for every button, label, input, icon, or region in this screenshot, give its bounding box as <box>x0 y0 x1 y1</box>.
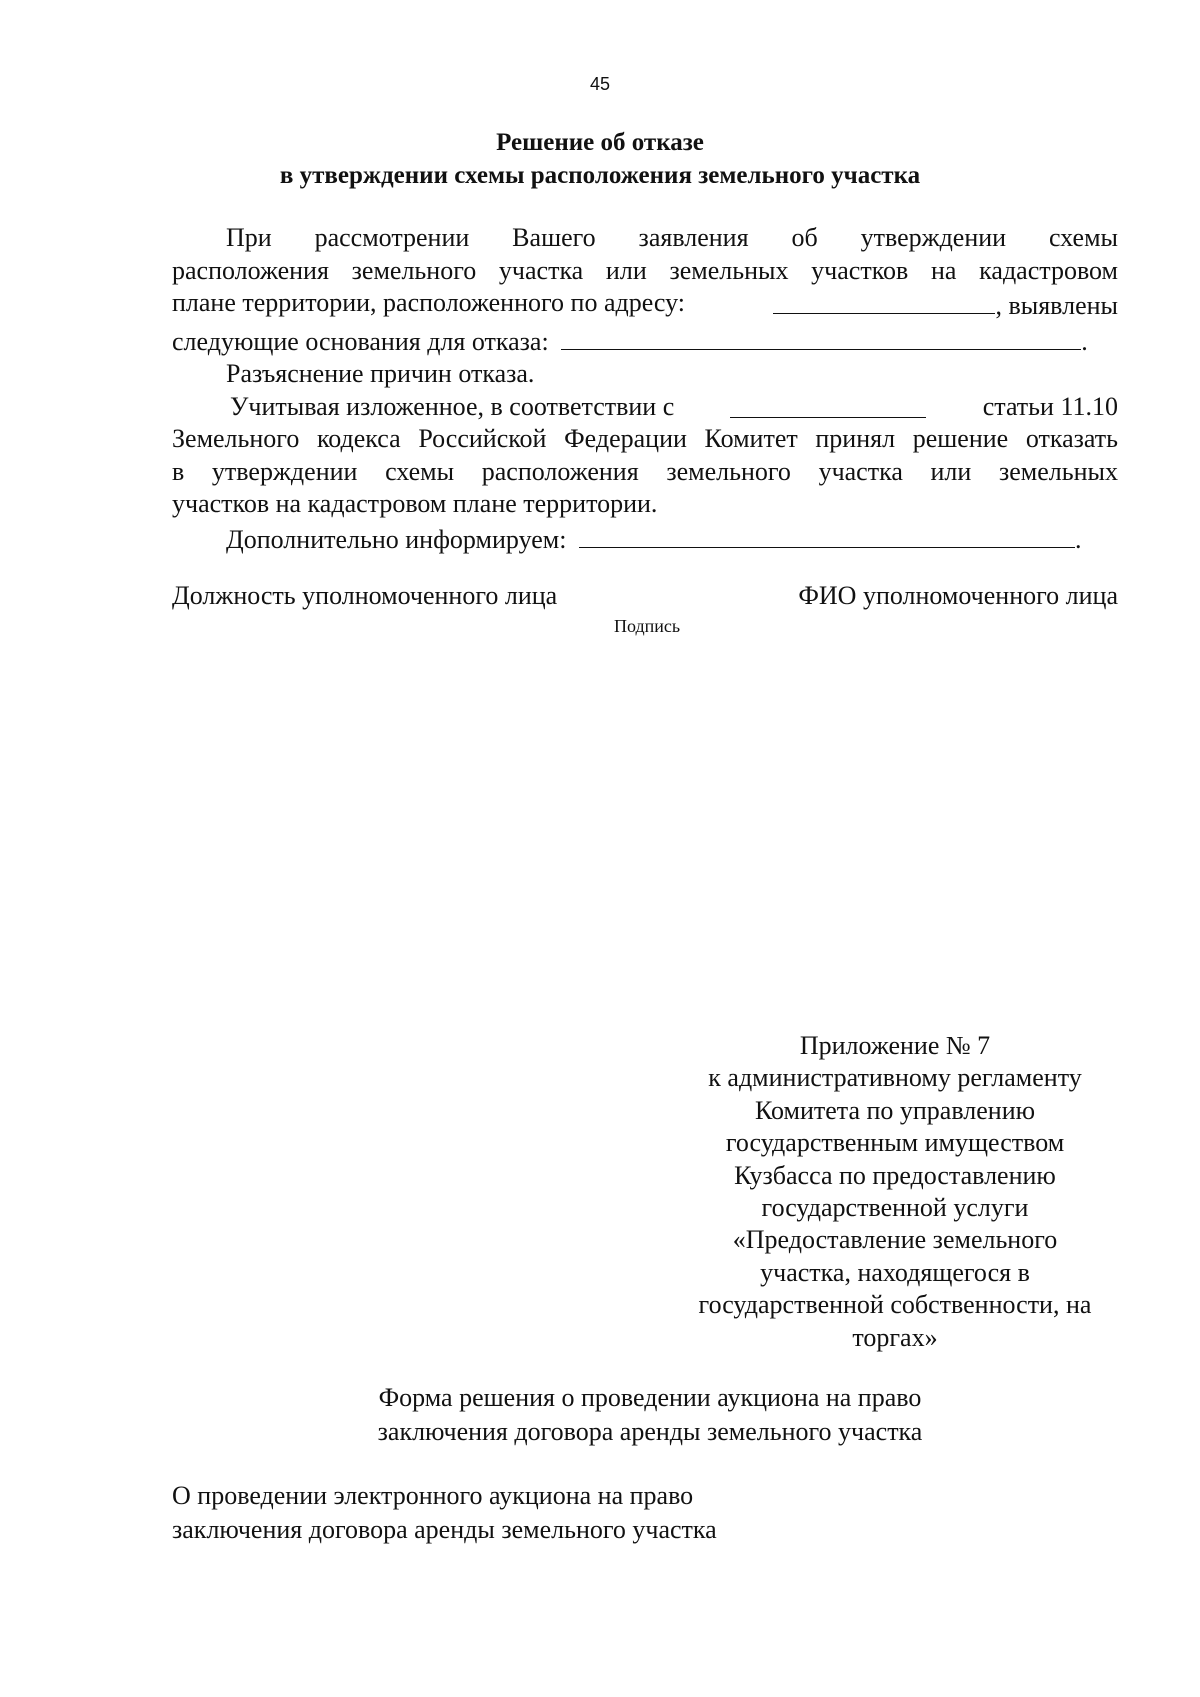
form-title-line-2: заключения договора аренды земельного участка <box>377 1417 923 1446</box>
article-label: статьи 11.10 <box>982 391 1118 421</box>
appendix-line: к административному регламенту <box>708 1063 1082 1093</box>
decision-body <box>172 222 1118 556</box>
appendix-line: Комитета по управлению <box>754 1095 1036 1125</box>
address-blank <box>773 287 995 314</box>
order-title <box>172 1479 872 1547</box>
body-paragraph-3-line-1 <box>172 391 1118 424</box>
body-paragraph-2: Разъяснение причин отказа. <box>226 359 535 388</box>
official-position: Должность уполномоченного лица <box>172 581 558 610</box>
form-title-line-1: Форма решения о проведении аукциона на право <box>378 1383 922 1412</box>
accordance-label: Учитывая изложенное, в соответствии с <box>230 391 675 421</box>
page-number: 45 <box>589 74 611 94</box>
address-suffix: , выявлены <box>995 291 1118 320</box>
appendix-line: торгах» <box>852 1322 938 1352</box>
appendix-line: участка, находящегося в <box>760 1257 1030 1287</box>
refusal-grounds-label: следующие основания для отказа: <box>172 326 549 356</box>
appendix-line: «Предоставление земельного <box>732 1225 1058 1255</box>
refusal-grounds-period: . <box>1081 326 1088 356</box>
decision-title-line-2: в утверждении схемы расположения земельного участка <box>279 162 921 189</box>
appendix-header <box>665 1030 1125 1354</box>
order-title-line-2: заключения договора аренды земельного участка <box>172 1515 717 1544</box>
form-title <box>300 1381 1000 1449</box>
body-paragraph-3-line-3: в утверждении схемы расположения земельного участка или земельных <box>172 456 1118 486</box>
body-paragraph-1-line-2: расположения земельного участка или земельных участков на кадастровом <box>172 255 1118 285</box>
additional-info-label: Дополнительно информируем: <box>226 524 567 554</box>
additional-info-blank <box>579 521 1075 548</box>
appendix-line: Кузбасса по предоставлению <box>734 1160 1056 1190</box>
appendix-line: государственной услуги <box>761 1193 1029 1223</box>
body-paragraph-3-line-4: участков на кадастровом плане территории. <box>172 489 658 518</box>
body-paragraph-1-line-1: При рассмотрении Вашего заявления об утверждении схемы <box>226 223 1118 252</box>
decision-title-line-1: Решение об отказе <box>496 129 704 156</box>
decision-title <box>0 126 1200 192</box>
signature-caption: Подпись <box>614 616 681 636</box>
address-label: плане территории, расположенного по адресу: <box>172 288 685 317</box>
body-paragraph-4 <box>172 521 1118 557</box>
official-name: ФИО уполномоченного лица <box>798 581 1118 610</box>
address-blank-group <box>773 287 1118 323</box>
body-paragraph-1-line-4 <box>172 323 1118 359</box>
order-title-line-1: О проведении электронного аукциона на право <box>172 1481 694 1510</box>
appendix-line: государственным имуществом <box>725 1128 1065 1158</box>
accordance-blank <box>730 391 926 418</box>
refusal-grounds-blank <box>561 323 1081 350</box>
appendix-line: государственной собственности, на <box>698 1290 1092 1320</box>
signature-row <box>172 580 1118 614</box>
body-paragraph-3-line-2: Земельного кодекса Российской Федерации Комитет принял решение отказать <box>172 424 1118 453</box>
appendix-line: Приложение № 7 <box>799 1031 991 1060</box>
additional-info-period: . <box>1074 524 1082 554</box>
body-paragraph-1-line-3 <box>172 287 1118 323</box>
